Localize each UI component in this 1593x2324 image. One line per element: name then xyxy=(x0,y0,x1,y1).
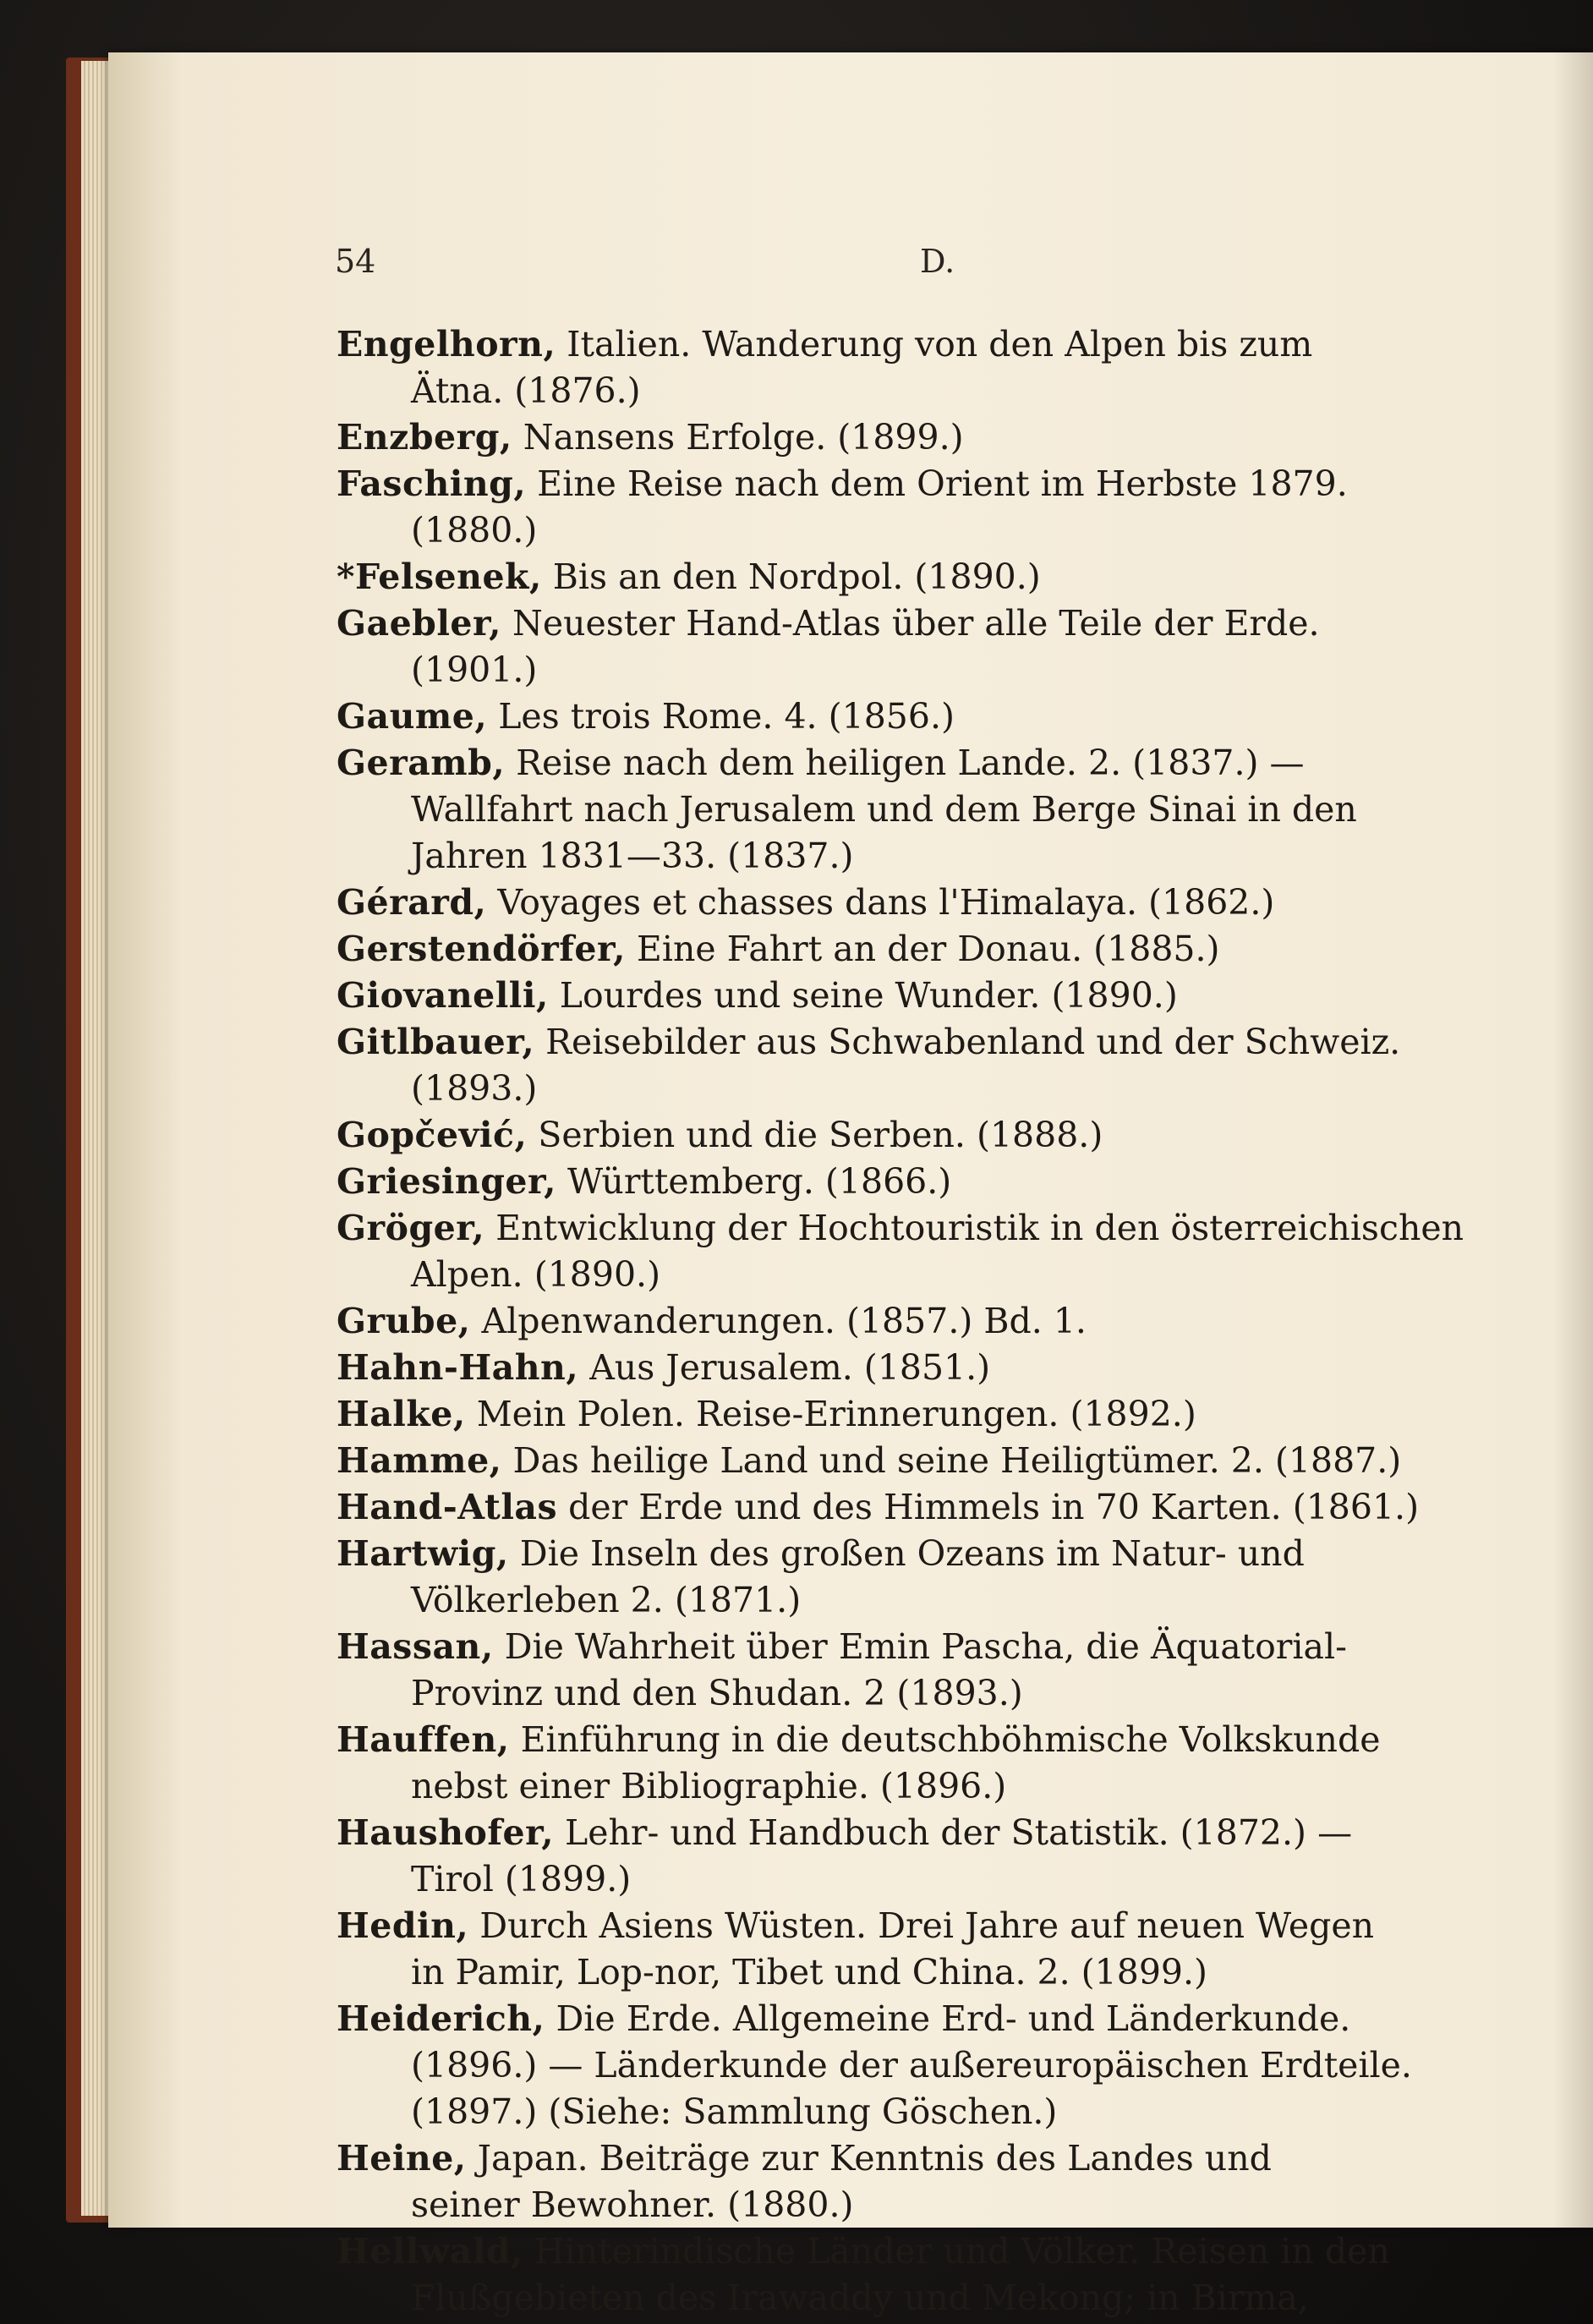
entry-author: *Felsenek, xyxy=(337,556,542,597)
bibliography-entry xyxy=(337,1810,1486,1903)
entry-text: Les trois Rome. 4. (1856.) xyxy=(498,696,955,737)
bibliography-entry xyxy=(337,1391,1486,1438)
bibliography-entry xyxy=(337,1438,1486,1484)
entry-text: Die Inseln des großen Ozeans im Natur- und xyxy=(519,1533,1305,1574)
entry-text: (1901.) xyxy=(411,650,538,690)
bibliography-entry xyxy=(337,1205,1486,1298)
bibliography-entry xyxy=(337,926,1486,973)
entry-text: Durch Asiens Wüsten. Drei Jahre auf neuen Wegen xyxy=(479,1905,1374,1946)
entry-text: nebst einer Bibliographie. (1896.) xyxy=(411,1766,1007,1806)
entry-first-line xyxy=(337,693,1486,740)
entry-continuation-line xyxy=(337,2182,1486,2228)
entry-first-line xyxy=(337,1996,1486,2042)
entry-first-line xyxy=(337,880,1486,926)
bibliography-entry xyxy=(337,321,1486,414)
bibliography-entry xyxy=(337,2228,1486,2321)
bibliography-entry xyxy=(337,1159,1486,1205)
bibliography-entry xyxy=(337,1298,1486,1345)
entry-text: Lourdes und seine Wunder. (1890.) xyxy=(559,975,1178,1016)
entry-author: Gopčević, xyxy=(337,1115,528,1155)
entry-text: Einführung in die deutschböhmische Volkskunde xyxy=(520,1719,1381,1760)
entry-first-line xyxy=(337,2135,1486,2182)
entry-text: in Pamir, Lop-nor, Tibet und China. 2. (1899.) xyxy=(411,1952,1208,1992)
entry-first-line xyxy=(337,554,1486,600)
entry-text: Aus Jerusalem. (1851.) xyxy=(589,1347,991,1388)
entry-text: (1897.) (Siehe: Sammlung Göschen.) xyxy=(411,2091,1058,2132)
entry-text: Voyages et chasses dans l'Himalaya. (1862.) xyxy=(497,882,1275,923)
entry-continuation-line xyxy=(337,787,1486,833)
bibliography-entry xyxy=(337,1903,1486,1996)
entry-first-line xyxy=(337,1159,1486,1205)
entry-continuation-line xyxy=(337,647,1486,693)
bibliography-entry xyxy=(337,973,1486,1019)
entry-author: Gerstendörfer, xyxy=(337,929,626,969)
entry-text: Entwicklung der Hochtouristik in den österreichischen xyxy=(495,1208,1464,1248)
entry-text: Eine Reise nach dem Orient im Herbste 1879. xyxy=(537,463,1348,504)
bibliography-entry xyxy=(337,880,1486,926)
entry-continuation-line xyxy=(337,1949,1486,1996)
entry-author: Hand-Atlas xyxy=(337,1487,558,1527)
entry-text: Reisebilder aus Schwabenland und der Schweiz. xyxy=(545,1022,1401,1062)
entry-text: Württemberg. (1866.) xyxy=(567,1161,952,1202)
entry-first-line xyxy=(337,1531,1486,1577)
entry-text: Bis an den Nordpol. (1890.) xyxy=(552,556,1041,597)
entry-author: Hartwig, xyxy=(337,1533,509,1574)
entry-text: Hinterindische Länder und Völker. Reisen in den xyxy=(534,2231,1390,2272)
entry-text: Alpenwanderungen. (1857.) Bd. 1. xyxy=(481,1301,1087,1341)
bibliography-entry xyxy=(337,1717,1486,1810)
entry-text: Eine Fahrt an der Donau. (1885.) xyxy=(636,929,1220,969)
entry-continuation-line xyxy=(337,1577,1486,1624)
bibliography-entry xyxy=(337,1531,1486,1624)
entry-author: Griesinger, xyxy=(337,1161,556,1202)
entry-text: Provinz und den Shudan. 2 (1893.) xyxy=(411,1673,1023,1713)
entry-text: Japan. Beiträge zur Kenntnis des Landes und xyxy=(477,2138,1272,2179)
entry-first-line xyxy=(337,1810,1486,1856)
entry-text: Ätna. (1876.) xyxy=(411,370,641,411)
entry-text: Reise nach dem heiligen Lande. 2. (1837.) — xyxy=(516,743,1305,783)
entry-first-line xyxy=(337,1903,1486,1949)
page-header xyxy=(108,188,1593,280)
entry-author: Hamme, xyxy=(337,1440,502,1481)
entry-first-line xyxy=(337,1298,1486,1345)
entry-text: Neuester Hand-Atlas über alle Teile der Erde. xyxy=(512,603,1320,644)
bibliography-entry xyxy=(337,1019,1486,1112)
entry-continuation-line xyxy=(337,507,1486,554)
entry-author: Gérard, xyxy=(337,882,487,923)
bibliography-entry xyxy=(337,414,1486,461)
entry-author: Hahn-Hahn, xyxy=(337,1347,579,1388)
entry-author: Giovanelli, xyxy=(337,975,549,1016)
entry-author: Hauffen, xyxy=(337,1719,510,1760)
bibliography-entry xyxy=(337,1996,1486,2135)
book-page xyxy=(108,52,1593,2318)
entry-first-line xyxy=(337,1717,1486,1763)
bibliography-entry xyxy=(337,1624,1486,1717)
entry-first-line xyxy=(337,1438,1486,1484)
bibliography-entry xyxy=(337,600,1486,693)
entry-text: Jahren 1831—33. (1837.) xyxy=(411,836,854,876)
bibliography-entry xyxy=(337,2135,1486,2228)
bibliography-entries xyxy=(337,321,1486,2321)
entry-text: Mein Polen. Reise-Erinnerungen. (1892.) xyxy=(476,1394,1196,1434)
entry-first-line xyxy=(337,461,1486,507)
entry-author: Geramb, xyxy=(337,743,506,783)
entry-author: Gitlbauer, xyxy=(337,1022,535,1062)
entry-continuation-line xyxy=(337,833,1486,880)
entry-continuation-line xyxy=(337,1856,1486,1903)
entry-first-line xyxy=(337,1624,1486,1670)
entry-first-line xyxy=(337,1484,1486,1531)
entry-continuation-line xyxy=(337,368,1486,414)
entry-author: Hassan, xyxy=(337,1626,494,1667)
entry-continuation-line xyxy=(337,2275,1486,2321)
entry-first-line xyxy=(337,414,1486,461)
entry-author: Engelhorn, xyxy=(337,324,556,364)
entry-author: Halke, xyxy=(337,1394,466,1434)
entry-continuation-line xyxy=(337,2089,1486,2135)
entry-continuation-line xyxy=(337,1252,1486,1298)
entry-first-line xyxy=(337,926,1486,973)
entry-text: Völkerleben 2. (1871.) xyxy=(411,1580,802,1620)
running-head: D. xyxy=(920,243,955,280)
entry-author: Gröger, xyxy=(337,1208,485,1248)
entry-text: (1896.) — Länderkunde der außereuropäischen Erdteile. xyxy=(411,2045,1412,2086)
entry-text: Flußgebieten des Irawaddy und Mekong; in Birma, xyxy=(411,2277,1309,2318)
page-number: 54 xyxy=(335,243,376,280)
entry-text: seiner Bewohner. (1880.) xyxy=(411,2184,854,2225)
entry-author: Grube, xyxy=(337,1301,471,1341)
entry-first-line xyxy=(337,600,1486,647)
entry-author: Heiderich, xyxy=(337,1998,545,2039)
bibliography-entry xyxy=(337,461,1486,554)
bibliography-entry xyxy=(337,1112,1486,1159)
entry-first-line xyxy=(337,1345,1486,1391)
entry-text: (1880.) xyxy=(411,510,538,551)
entry-continuation-line xyxy=(337,1066,1486,1112)
entry-continuation-line xyxy=(337,1763,1486,1810)
entry-text: Lehr- und Handbuch der Statistik. (1872.) — xyxy=(565,1812,1353,1853)
entry-author: Haushofer, xyxy=(337,1812,554,1853)
entry-first-line xyxy=(337,1205,1486,1252)
entry-text: Tirol (1899.) xyxy=(411,1859,632,1899)
entry-author: Hedin, xyxy=(337,1905,469,1946)
entry-text: der Erde und des Himmels in 70 Karten. (1861.) xyxy=(568,1487,1420,1527)
bibliography-entry xyxy=(337,1345,1486,1391)
entry-author: Heine, xyxy=(337,2138,467,2179)
bibliography-entry xyxy=(337,554,1486,600)
entry-first-line xyxy=(337,321,1486,368)
entry-author: Enzberg, xyxy=(337,417,512,458)
bibliography-entry xyxy=(337,740,1486,880)
entry-text: Alpen. (1890.) xyxy=(411,1254,661,1295)
entry-text: Das heilige Land und seine Heiligtümer. 2. (1887.) xyxy=(512,1440,1402,1481)
entry-author: Fasching, xyxy=(337,463,527,504)
entry-author: Gaume, xyxy=(337,696,488,737)
entry-text: Wallfahrt nach Jerusalem und dem Berge Sinai in den xyxy=(411,789,1357,830)
entry-author: Hellwald, xyxy=(337,2231,523,2272)
entry-text: Die Erde. Allgemeine Erd- und Länderkunde. xyxy=(556,1998,1351,2039)
entry-text: Serbien und die Serben. (1888.) xyxy=(538,1115,1103,1155)
entry-first-line xyxy=(337,973,1486,1019)
bibliography-entry xyxy=(337,693,1486,740)
entry-first-line xyxy=(337,1112,1486,1159)
entry-continuation-line xyxy=(337,2042,1486,2089)
entry-text: (1893.) xyxy=(411,1068,538,1109)
entry-text: Die Wahrheit über Emin Pascha, die Äquatorial- xyxy=(504,1626,1347,1667)
entry-text: Nansens Erfolge. (1899.) xyxy=(523,417,964,458)
entry-text: Italien. Wanderung von den Alpen bis zum xyxy=(567,324,1313,364)
page-gutter-shadow xyxy=(1552,52,1593,2228)
entry-continuation-line xyxy=(337,1670,1486,1717)
entry-first-line xyxy=(337,2228,1486,2275)
bibliography-entry xyxy=(337,1484,1486,1531)
entry-first-line xyxy=(337,1019,1486,1066)
entry-first-line xyxy=(337,740,1486,787)
entry-first-line xyxy=(337,1391,1486,1438)
entry-author: Gaebler, xyxy=(337,603,501,644)
